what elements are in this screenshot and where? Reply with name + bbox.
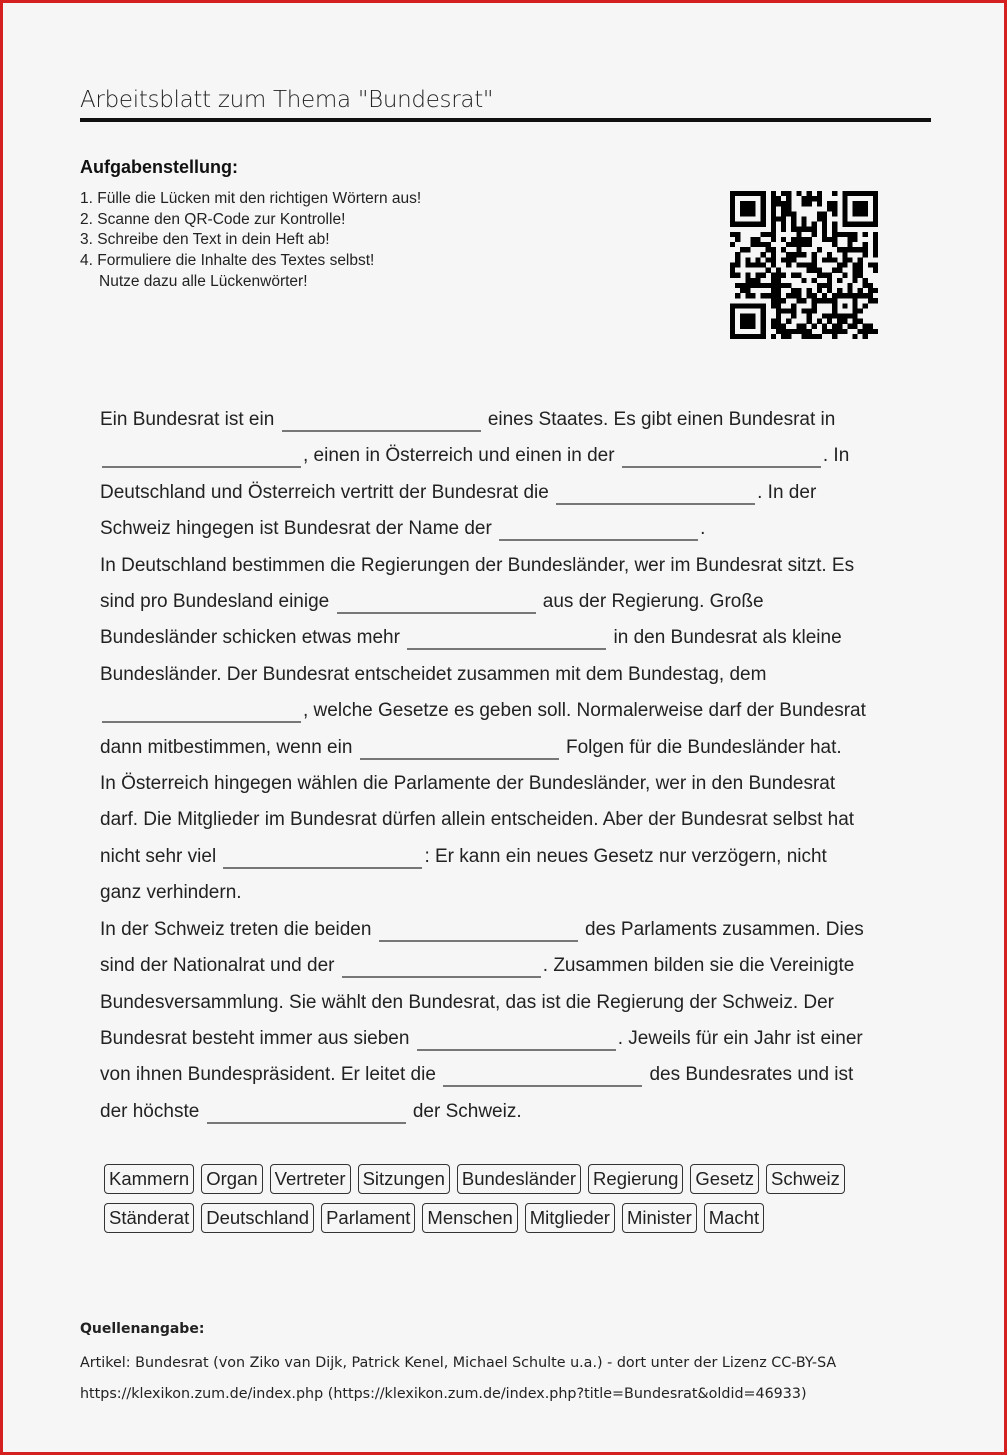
word-chip: Sitzungen bbox=[358, 1164, 450, 1194]
text-fragment: Bundesversammlung. Sie wählt den Bundesrat, das ist die Regierung der Schweiz. Der bbox=[100, 991, 834, 1013]
qr-code-icon bbox=[730, 190, 878, 340]
task-heading: Aufgabenstellung: bbox=[80, 157, 238, 177]
word-chip: Ständerat bbox=[104, 1203, 194, 1233]
text-line bbox=[100, 912, 930, 948]
word-chip: Vertreter bbox=[270, 1164, 351, 1194]
text-fragment: . In der bbox=[757, 481, 817, 503]
blank-field[interactable] bbox=[379, 939, 578, 942]
word-chip: Parlament bbox=[321, 1203, 415, 1233]
text-fragment: Schweiz hingegen ist Bundesrat der Name der bbox=[100, 518, 498, 540]
source-article: Artikel: Bundesrat (von Ziko van Dijk, Patrick Kenel, Michael Schulte u.a.) - dort unter der Lizenz CC-BY-SA bbox=[80, 1355, 837, 1371]
word-chip: Schweiz bbox=[766, 1164, 845, 1194]
page-title: Arbeitsblatt zum Thema "Bundesrat" bbox=[80, 87, 494, 113]
text-fragment: , einen in Österreich und einen in der bbox=[303, 445, 620, 467]
text-fragment: Ein Bundesrat ist ein bbox=[100, 409, 280, 430]
text-line bbox=[100, 548, 930, 584]
blank-field[interactable] bbox=[407, 647, 606, 650]
text-line bbox=[100, 438, 930, 474]
text-line bbox=[100, 475, 930, 511]
word-chip: Bundesländer bbox=[457, 1164, 581, 1194]
text-fragment: Deutschland und Österreich vertritt der Bundesrat die bbox=[100, 481, 555, 503]
text-fragment: ganz verhindern. bbox=[100, 882, 242, 904]
word-bank-row bbox=[104, 1203, 845, 1233]
word-chip: Macht bbox=[704, 1203, 764, 1233]
text-fragment: . bbox=[700, 518, 706, 540]
word-chip: Menschen bbox=[422, 1203, 517, 1233]
task-item: 3. Schreibe den Text in dein Heft ab! bbox=[80, 231, 330, 249]
word-bank-row bbox=[104, 1164, 845, 1194]
text-fragment: Bundesländer schicken etwas mehr bbox=[100, 627, 406, 649]
task-item: 1. Fülle die Lücken mit den richtigen Wörtern aus! bbox=[80, 190, 422, 207]
blank-field[interactable] bbox=[499, 538, 698, 541]
blank-field[interactable] bbox=[282, 429, 481, 432]
text-fragment: In der Schweiz treten die beiden bbox=[100, 918, 377, 940]
text-line bbox=[100, 1057, 930, 1093]
blank-field[interactable] bbox=[102, 465, 301, 468]
text-fragment: eines Staates. Es gibt einen Bundesrat in bbox=[482, 409, 836, 430]
source-url: https://klexikon.zum.de/index.php (https://klexikon.zum.de/index.php?title=Bundesrat&oldid=46933) bbox=[80, 1386, 807, 1402]
text-fragment: Folgen für die Bundesländer hat. bbox=[560, 736, 842, 758]
text-fragment: In Österreich hingegen wählen die Parlamente der Bundesländer, wer in den Bundesrat bbox=[100, 773, 836, 795]
blank-field[interactable] bbox=[417, 1048, 616, 1051]
blank-field[interactable] bbox=[443, 1084, 642, 1087]
text-fragment: sind der Nationalrat und der bbox=[100, 955, 340, 977]
text-line bbox=[100, 948, 930, 984]
blank-field[interactable] bbox=[337, 611, 536, 614]
text-line bbox=[100, 584, 930, 620]
word-chip: Gesetz bbox=[690, 1164, 759, 1194]
text-fragment: darf. Die Mitglieder im Bundesrat dürfen allein entscheiden. Aber der Bundesrat selbst hat bbox=[100, 809, 855, 831]
text-fragment: des Parlaments zusammen. Dies bbox=[579, 918, 864, 940]
word-chip: Minister bbox=[622, 1203, 697, 1233]
text-fragment: der Schweiz. bbox=[407, 1100, 522, 1122]
text-fragment: In Deutschland bestimmen die Regierungen der Bundesländer, wer im Bundesrat sitzt. Es bbox=[100, 554, 855, 576]
text-fragment: aus der Regierung. Große bbox=[537, 591, 764, 613]
word-chip: Kammern bbox=[104, 1164, 194, 1194]
text-line bbox=[100, 1094, 930, 1130]
blank-field[interactable] bbox=[342, 975, 541, 978]
source-section bbox=[80, 1321, 836, 1410]
text-line bbox=[100, 1021, 930, 1057]
text-line bbox=[100, 839, 930, 875]
text-line bbox=[100, 730, 930, 766]
text-fragment: : Er kann ein neues Gesetz nur verzögern, nicht bbox=[424, 845, 827, 867]
text-fragment: . In bbox=[822, 445, 850, 467]
blank-field[interactable] bbox=[622, 465, 821, 468]
cloze-text bbox=[100, 402, 930, 1130]
text-line bbox=[100, 657, 930, 693]
text-fragment: , welche Gesetze es geben soll. Normalerweise darf der Bundesrat bbox=[303, 700, 866, 722]
text-fragment: des Bundesrates und ist bbox=[644, 1064, 854, 1086]
blank-field[interactable] bbox=[207, 1121, 406, 1124]
blank-field[interactable] bbox=[102, 720, 301, 723]
text-line bbox=[100, 985, 930, 1021]
text-fragment: dann mitbestimmen, wenn ein bbox=[100, 736, 358, 758]
word-chip: Organ bbox=[201, 1164, 262, 1194]
text-fragment: von ihnen Bundespräsident. Er leitet die bbox=[100, 1064, 442, 1086]
text-line bbox=[100, 402, 930, 438]
text-line bbox=[100, 693, 930, 729]
word-chip: Deutschland bbox=[201, 1203, 314, 1233]
text-line bbox=[100, 875, 930, 911]
text-fragment: in den Bundesrat als kleine bbox=[608, 627, 842, 649]
text-fragment: der höchste bbox=[100, 1100, 205, 1122]
task-list bbox=[80, 189, 421, 293]
blank-field[interactable] bbox=[223, 866, 422, 869]
task-item: 4. Formuliere die Inhalte des Textes selbst! bbox=[80, 252, 375, 270]
text-fragment: nicht sehr viel bbox=[100, 845, 222, 867]
text-line bbox=[100, 620, 930, 656]
text-fragment: . Jeweils für ein Jahr ist einer bbox=[617, 1027, 863, 1049]
blank-field[interactable] bbox=[360, 757, 559, 760]
word-bank bbox=[104, 1164, 845, 1242]
text-fragment: Bundesländer. Der Bundesrat entscheidet zusammen mit dem Bundestag, dem bbox=[100, 663, 767, 685]
text-fragment: sind pro Bundesland einige bbox=[100, 591, 335, 613]
blank-field[interactable] bbox=[556, 502, 755, 505]
text-line bbox=[100, 511, 930, 547]
title-divider bbox=[80, 118, 931, 122]
word-chip: Regierung bbox=[588, 1164, 683, 1194]
text-fragment: . Zusammen bilden sie die Vereinigte bbox=[542, 955, 855, 977]
text-line bbox=[100, 802, 930, 838]
text-line bbox=[100, 766, 930, 802]
text-fragment: Bundesrat besteht immer aus sieben bbox=[100, 1027, 415, 1049]
source-heading: Quellenangabe: bbox=[80, 1321, 205, 1337]
task-item: 2. Scanne den QR-Code zur Kontrolle! bbox=[80, 210, 346, 228]
word-chip: Mitglieder bbox=[525, 1203, 615, 1233]
task-item-continuation: Nutze dazu alle Lückenwörter! bbox=[99, 272, 308, 290]
